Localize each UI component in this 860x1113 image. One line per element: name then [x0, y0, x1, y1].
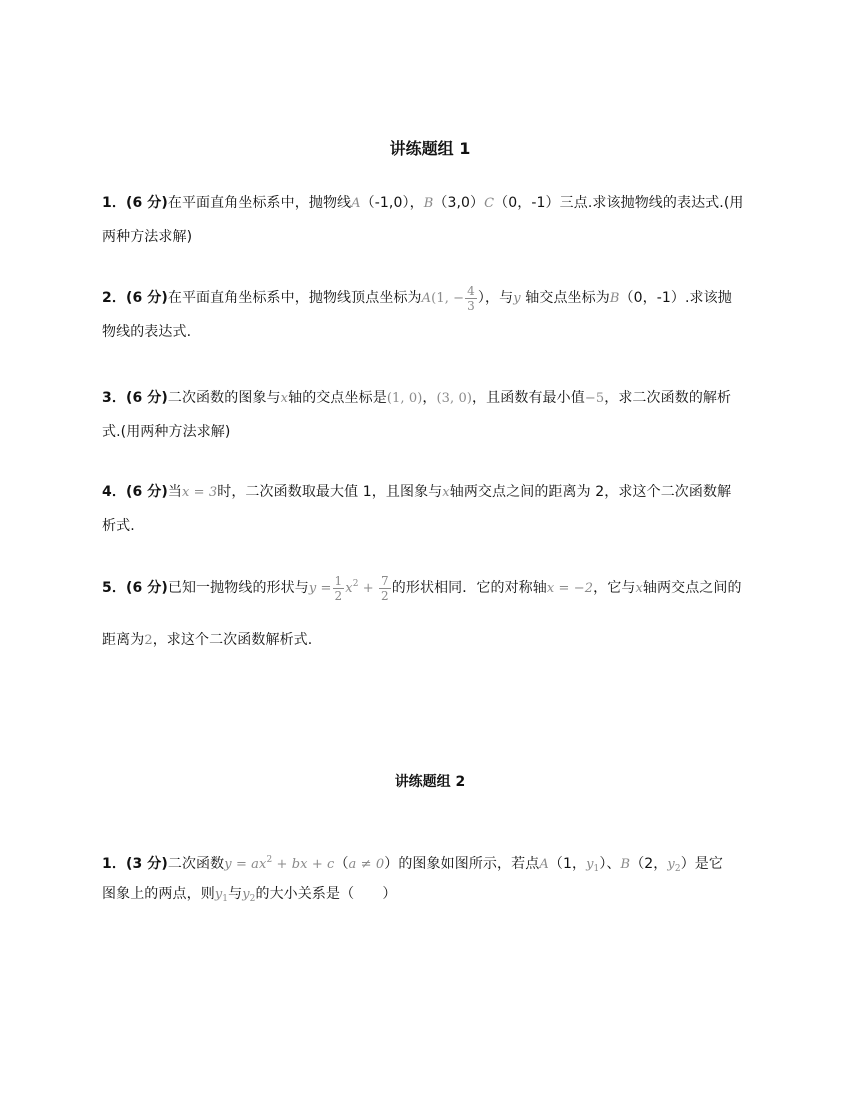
- quadratic-formula: y = ax: [224, 857, 267, 872]
- question-text: （: [334, 856, 349, 872]
- point-b: B: [620, 857, 631, 872]
- y-variable: y: [667, 857, 675, 872]
- x-variable: x: [442, 485, 450, 500]
- question-text: 的形状相同．它的对称轴: [391, 580, 547, 596]
- point-a: A: [539, 857, 549, 872]
- point-b: B: [423, 196, 434, 211]
- x-variable: x: [280, 391, 289, 406]
- point-b: B: [609, 291, 620, 306]
- section-2-title: 讲练题组 2: [394, 774, 466, 790]
- question-text: ），与: [477, 290, 514, 306]
- fraction-denominator: 2: [334, 588, 343, 603]
- question-text: ，且函数有最小值: [472, 390, 585, 406]
- question-text: ）的图象如图所示，若点: [384, 856, 540, 872]
- question-text: 与: [228, 886, 243, 902]
- question-text: 已知一抛物线的形状与: [167, 580, 309, 596]
- question-1-2: [102, 281, 762, 349]
- subscript: 1: [222, 894, 229, 904]
- question-1-4: [102, 475, 762, 543]
- point-a: A: [351, 196, 361, 211]
- fraction-numerator: 4: [467, 283, 475, 298]
- question-number: 5．(6 分): [102, 580, 168, 596]
- question-text: 在平面直角坐标系中，抛物线: [167, 195, 352, 211]
- y-variable: y: [242, 887, 250, 902]
- question-number: 4．(6 分): [102, 484, 168, 500]
- distance-value: 2: [144, 633, 153, 648]
- exponent: 2: [266, 855, 273, 865]
- question-1-3: [102, 381, 762, 449]
- question-text: ）、: [599, 856, 621, 872]
- x-variable: x: [635, 581, 643, 596]
- question-text: （3,0）: [433, 195, 485, 211]
- minimum-value: −5: [584, 391, 605, 406]
- question-text: ）是它: [680, 856, 724, 872]
- question-text: （1，: [548, 856, 587, 872]
- subscript: 1: [593, 864, 600, 874]
- plus-sign: +: [358, 581, 379, 596]
- question-text: ，它与: [593, 580, 636, 596]
- fraction-one-half: [333, 574, 345, 603]
- fraction-four-thirds: [465, 284, 477, 313]
- question-text: （0，-1）.求该抛: [619, 290, 732, 306]
- subscript: 2: [674, 864, 681, 874]
- question-2-1: [102, 843, 762, 911]
- question-text-line-2: 析式.: [102, 518, 135, 534]
- section-1-title: 讲练题组 1: [389, 139, 471, 158]
- y-variable: y: [214, 887, 223, 902]
- question-text: 二次函数: [167, 856, 225, 872]
- question-text: 图象上的两点，则: [102, 886, 215, 902]
- question-text-line-2: 式.(用两种方法求解): [102, 424, 231, 440]
- fraction-numerator: 1: [334, 573, 343, 588]
- question-text: 二次函数的图象与: [167, 390, 281, 406]
- equation-x-equals-3: x = 3: [181, 485, 218, 500]
- question-text: 在平面直角坐标系中，抛物线顶点坐标为: [167, 290, 422, 306]
- question-text: 的大小关系是（ ）: [255, 886, 397, 902]
- symmetry-axis: x = −2: [546, 581, 594, 596]
- intersection-point-1: (1, 0): [386, 391, 423, 406]
- question-1-5: [102, 567, 762, 657]
- fraction-denominator: 2: [381, 588, 389, 603]
- question-text: ，求这个二次函数解析式.: [152, 632, 313, 648]
- question-text: （-1,0），: [360, 195, 424, 211]
- x-variable: x: [345, 581, 353, 596]
- question-number: 1．(6 分): [102, 195, 168, 211]
- question-text: ，求二次函数的解析: [604, 390, 732, 406]
- question-text: （0，-1）三点.求该抛物线的表达式.(用: [494, 195, 744, 211]
- question-text: （2，: [630, 856, 668, 872]
- question-number: 1．(3 分): [102, 856, 168, 872]
- condition-a-nonzero: a ≠ 0: [348, 857, 385, 872]
- vertex-coordinate: (1, −: [431, 291, 465, 306]
- question-text: 当: [167, 484, 182, 500]
- intersection-point-2: (3, 0): [436, 391, 473, 406]
- point-c: C: [484, 196, 495, 211]
- question-text: 轴的交点坐标是: [288, 390, 387, 406]
- question-text-line-2: 两种方法求解): [102, 229, 193, 245]
- y-variable: y: [513, 291, 521, 306]
- function-y-equals: y =: [308, 581, 332, 596]
- question-text: 轴交点坐标为: [525, 290, 610, 306]
- question-1-1: [102, 186, 762, 254]
- quadratic-formula-tail: + bx + c: [272, 857, 335, 872]
- subscript: 2: [249, 894, 256, 904]
- exponent: 2: [352, 579, 359, 589]
- fraction-seven-halves: [379, 574, 391, 603]
- question-text: 距离为: [102, 632, 145, 648]
- question-number: 3．(6 分): [102, 390, 168, 406]
- fraction-numerator: 7: [381, 573, 389, 588]
- point-a: A: [421, 291, 432, 306]
- fraction-denominator: 3: [467, 298, 475, 313]
- y-variable: y: [586, 857, 594, 872]
- question-text: 时，二次函数取最大值 1，且图象与: [217, 484, 443, 500]
- question-text: ，: [422, 390, 437, 406]
- question-number: 2．(6 分): [102, 290, 168, 306]
- question-text-line-2: 物线的表达式.: [102, 324, 192, 340]
- question-text: 轴两交点之间的: [642, 580, 742, 596]
- question-text: 轴两交点之间的距离为 2，求这个二次函数解: [449, 484, 732, 500]
